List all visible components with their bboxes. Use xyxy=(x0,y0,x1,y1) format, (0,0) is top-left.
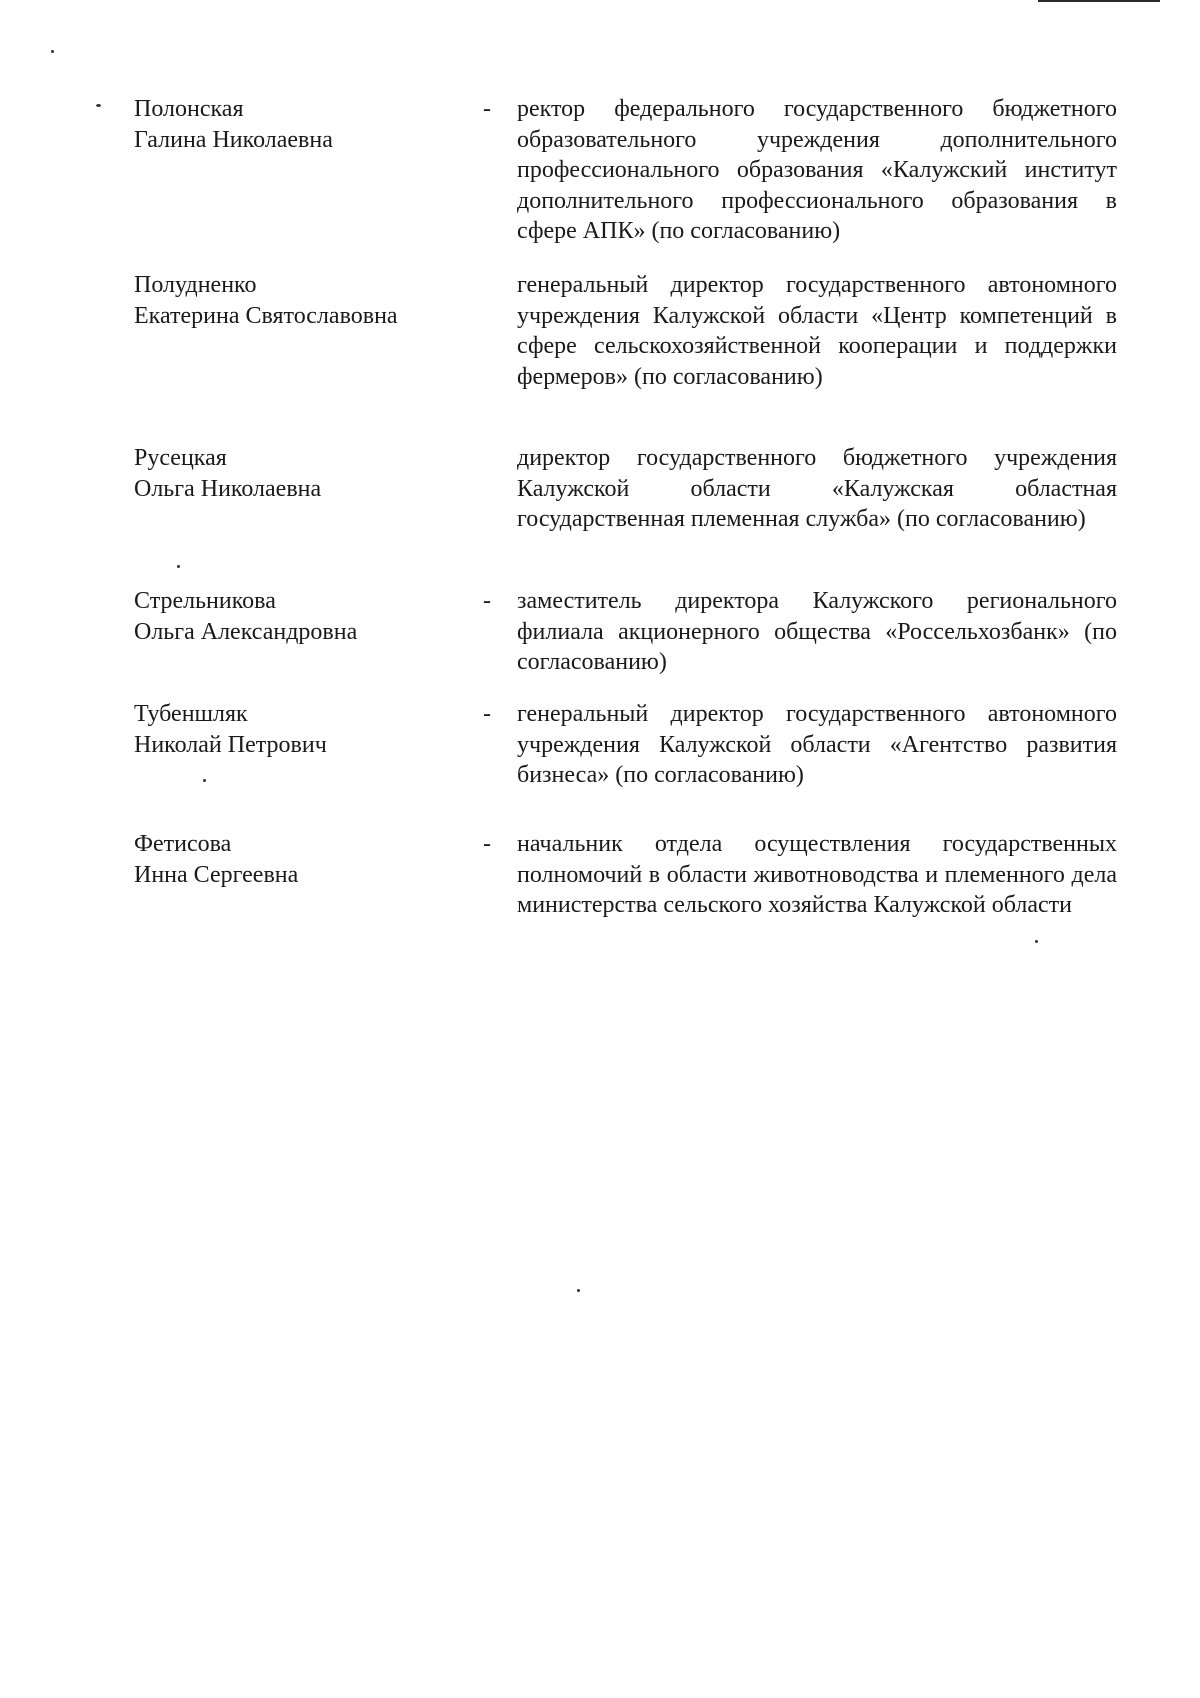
member-position: генеральный директор государственного автономного учреждения Калужской области «Центр компетенций в сфере сельскохозяйственной кооперации и поддержки фермеров» (по согласованию) xyxy=(517,272,1117,390)
member-position: начальник отдела осуществления государственных полномочий в области животноводства и племенного дела министерства сельского хозяйства Калужской области xyxy=(517,831,1117,918)
member-name xyxy=(134,443,464,504)
scan-speck xyxy=(177,565,180,568)
member-given-names: Ольга Александровна xyxy=(134,618,358,645)
member-name xyxy=(134,94,464,155)
member-given-names: Инна Сергеевна xyxy=(134,861,299,888)
member-surname: Стрельникова xyxy=(134,588,276,614)
member-given-names: Галина Николаевна xyxy=(134,126,333,153)
scan-speck xyxy=(1035,940,1038,943)
member-position: директор государственного бюджетного учреждения Калужской области «Калужская областная государственная племенная служба» (по согласованию) xyxy=(517,445,1117,532)
top-edge-line xyxy=(1038,0,1160,2)
dash-separator: - xyxy=(483,831,491,857)
member-name xyxy=(134,586,464,647)
member-name xyxy=(134,699,464,760)
scan-speck xyxy=(203,779,206,782)
member-position: ректор федерального государственного бюджетного образовательного учреждения дополнительного профессионального образования «Калужский институт дополнительного профессионального образования в сфере АПК» (по согласованию) xyxy=(517,96,1117,244)
member-position: генеральный директор государственного автономного учреждения Калужской области «Агентство развития бизнеса» (по согласованию) xyxy=(517,701,1117,788)
scan-speck xyxy=(577,1289,580,1292)
member-given-names: Екатерина Святославовна xyxy=(134,302,398,329)
member-surname: Тубеншляк xyxy=(134,701,248,727)
member-position: заместитель директора Калужского регионального филиала акционерного общества «Россельхозбанк» (по согласованию) xyxy=(517,588,1117,675)
dash-separator: - xyxy=(483,96,491,122)
member-name xyxy=(134,270,464,331)
member-surname: Полудненко xyxy=(134,272,257,298)
scan-speck xyxy=(96,104,101,107)
dash-separator: - xyxy=(483,701,491,727)
member-surname: Русецкая xyxy=(134,445,227,471)
member-name xyxy=(134,829,464,890)
scan-speck xyxy=(51,50,54,53)
member-given-names: Ольга Николаевна xyxy=(134,475,322,502)
member-given-names: Николай Петрович xyxy=(134,731,327,758)
member-surname: Фетисова xyxy=(134,831,232,857)
dash-separator: - xyxy=(483,588,491,614)
member-surname: Полонская xyxy=(134,96,244,122)
